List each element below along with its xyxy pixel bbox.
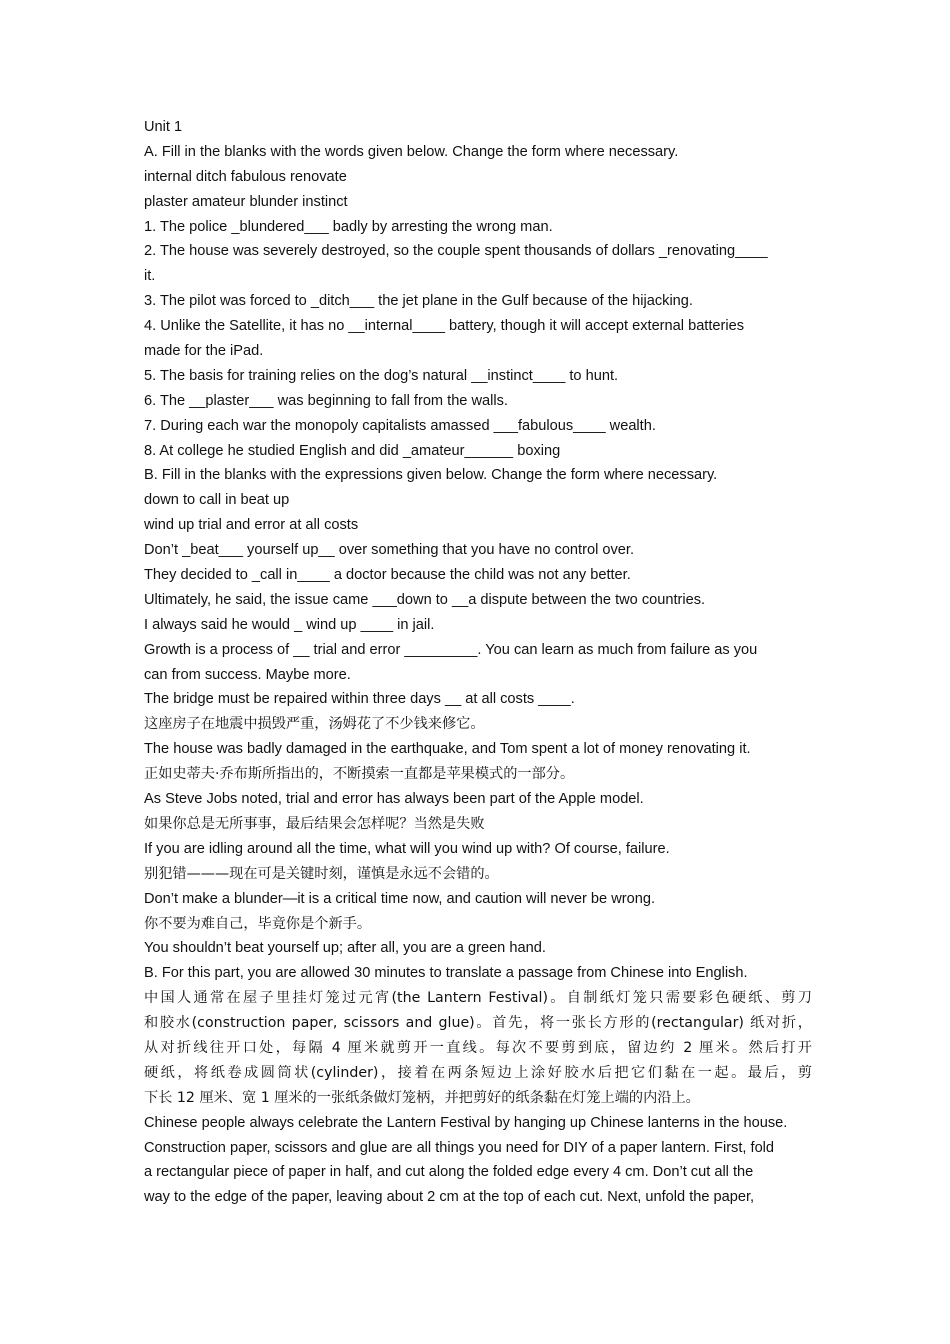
text-line: 中国人通常在屋子里挂灯笼过元宵(the Lantern Festival)。自制纸灯笼只需要彩色硬纸、剪刀 bbox=[144, 990, 812, 1007]
text-line: The bridge must be repaired within three days __ at all costs ____. bbox=[144, 691, 575, 708]
text-line: 从对折线往开口处，每隔 4 厘米就剪开一直线。每次不要剪到底，留边约 2 厘米。然后打开 bbox=[144, 1039, 812, 1056]
text-line: 和胶水(construction paper, scissors and glue)。首先，将一张长方形的(rectangular) 纸对折， bbox=[144, 1015, 812, 1032]
text-line: Construction paper, scissors and glue are all things you need for DIY of a paper lantern. First, fold bbox=[144, 1139, 775, 1156]
text-line: 你不要为难自己，毕竟你是个新手。 bbox=[144, 915, 372, 932]
text-line: 下长 12 厘米、宽 1 厘米的一张纸条做灯笼柄，并把剪好的纸条黏在灯笼上端的内沿上。 bbox=[144, 1089, 700, 1106]
text-line: You shouldn’t beat yourself up; after all, you are a green hand. bbox=[144, 940, 546, 957]
text-line: wind up trial and error at all costs bbox=[144, 517, 359, 534]
text-line: made for the iPad. bbox=[144, 343, 264, 360]
text-line: 3. The pilot was forced to _ditch___ the jet plane in the Gulf because of the hijacking. bbox=[144, 293, 693, 310]
text-line: Don’t _beat___ yourself up__ over something that you have no control over. bbox=[144, 542, 635, 559]
text-line: 正如史蒂夫·乔布斯所指出的，不断摸索一直都是苹果模式的一部分。 bbox=[144, 766, 575, 783]
text-line: 6. The __plaster___ was beginning to fall from the walls. bbox=[144, 392, 508, 409]
text-line: 2. The house was severely destroyed, so the couple spent thousands of dollars _renovating____ bbox=[144, 243, 768, 260]
text-line: internal ditch fabulous renovate bbox=[144, 168, 347, 185]
text-line: B. For this part, you are allowed 30 minutes to translate a passage from Chinese into English. bbox=[144, 965, 748, 982]
text-line: can from success. Maybe more. bbox=[144, 666, 351, 683]
text-line: 别犯错———现在可是关键时刻，谨慎是永远不会错的。 bbox=[144, 865, 499, 882]
text-line: They decided to _call in____ a doctor because the child was not any better. bbox=[144, 567, 631, 584]
text-line: a rectangular piece of paper in half, and cut along the folded edge every 4 cm. Don’t cut all the bbox=[144, 1164, 754, 1181]
text-line: As Steve Jobs noted, trial and error has always been part of the Apple model. bbox=[144, 791, 644, 808]
text-line: 1. The police _blundered___ badly by arresting the wrong man. bbox=[144, 218, 553, 235]
text-line: it. bbox=[144, 268, 156, 285]
text-line: Unit 1 bbox=[144, 119, 183, 135]
text-line: down to call in beat up bbox=[144, 492, 290, 509]
text-line: 7. During each war the monopoly capitalists amassed ___fabulous____ wealth. bbox=[144, 417, 656, 434]
text-line: B. Fill in the blanks with the expressions given below. Change the form where necessary. bbox=[144, 467, 718, 484]
text-line: 硬纸，将纸卷成圆筒状(cylinder)，接着在两条短边上涂好胶水后把它们黏在一起。最后，剪 bbox=[144, 1064, 812, 1081]
text-line: The house was badly damaged in the earthquake, and Tom spent a lot of money renovating it. bbox=[144, 741, 751, 758]
text-line: 4. Unlike the Satellite, it has no __internal____ battery, though it will accept external batteries bbox=[144, 318, 745, 335]
text-line: 这座房子在地震中损毁严重，汤姆花了不少钱来修它。 bbox=[144, 716, 485, 733]
text-line: 8. At college he studied English and did _amateur______ boxing bbox=[144, 442, 561, 459]
text-line: Growth is a process of __ trial and error _________. You can learn as much from failure as you bbox=[144, 641, 758, 658]
text-line: Don’t make a blunder—it is a critical time now, and caution will never be wrong. bbox=[144, 890, 656, 907]
text-line: way to the edge of the paper, leaving about 2 cm at the top of each cut. Next, unfold the paper, bbox=[144, 1189, 755, 1206]
text-line: I always said he would _ wind up ____ in jail. bbox=[144, 616, 435, 633]
text-line: 5. The basis for training relies on the dog’s natural __instinct____ to hunt. bbox=[144, 367, 619, 384]
text-line: plaster amateur blunder instinct bbox=[144, 193, 348, 210]
text-line: 如果你总是无所事事，最后结果会怎样呢？当然是失败 bbox=[144, 815, 485, 832]
text-line: Chinese people always celebrate the Lantern Festival by hanging up Chinese lanterns in the house. bbox=[144, 1114, 788, 1131]
text-line: A. Fill in the blanks with the words given below. Change the form where necessary. bbox=[144, 143, 679, 160]
text-line: Ultimately, he said, the issue came ___down to __a dispute between the two countries. bbox=[144, 591, 706, 608]
text-line: If you are idling around all the time, what will you wind up with? Of course, failure. bbox=[144, 840, 670, 857]
document-body bbox=[144, 115, 812, 1210]
